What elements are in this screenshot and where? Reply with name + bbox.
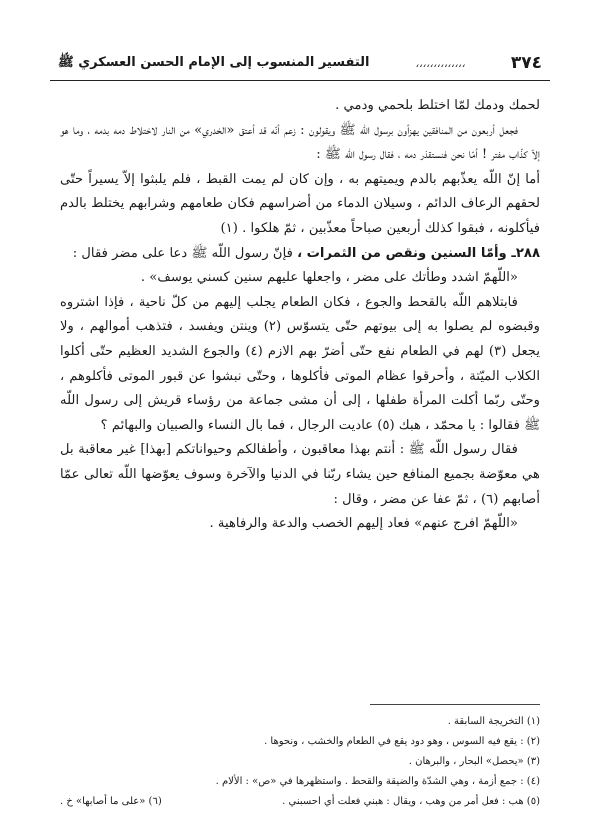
paragraph: فجعل أربعون من المنافقين يهزأون برسول اللّه ﷺ ويقولون : زعم أنّه قد أعتق «الخدري» من النار لاختلاط دمه بدمه ، وما هو إلاّ كذّاب مفتر ! أمّا نحن فنستقذر دمه ، فقال رسول اللّه ﷺ : [60, 122, 540, 163]
footnote: (٣) «يحصل» البحار ، والبرهان . [408, 756, 540, 767]
footnote-separator [370, 704, 540, 705]
header-ornament: ،،،،،،،،،،،،،، [415, 56, 466, 70]
section-rest: فإنّ رسول اللّه ﷺ دعا على مضر فقال : [72, 245, 298, 261]
section-lead: ٢٨٨ـ وأمّا السنين ونقص من الثمرات ، [297, 245, 540, 261]
footnote-row [60, 792, 540, 812]
page-number: ٣٧٤ [510, 53, 542, 73]
paragraph: لحمك ودمك لمّا اختلط بلحمي ودمي . [335, 98, 540, 113]
section-heading [60, 242, 540, 267]
paragraph: فابتلاهم اللّه بالقحط والجوع ، فكان الطعام يجلب إليهم من كلّ ناحية ، فإذا اشتروه وقبضوه لم يصلوا به إلى بيوتهم حتّى يتسوّس (٢) وينتن ويفسد ، فتذهب أموالهم ، ولا يجعل (٣) لهم في الطعام نفع حتّى أضرّ بهم الازم (٤) والجوع الشديد العظيم حتّى أكلوا الكلاب الميّتة ، وأحرقوا عظام الموتى فأكلوها ، وحتّى نبشوا عن قبور الموتى فأكلوهم ، وحتّى ربّما أكلت المرأة طفلها ، إلى أن مشى جماعة من رؤساء قريش إلى رسول اللّه ﷺ فقالوا : يا محمّد ، هبك (٥) عاديت الرجال ، فما بال النساء والصبيان والبهائم ؟ [60, 294, 540, 433]
book-title: التفسير المنسوب إلى الإمام الحسن العسكري ﷺ [58, 54, 370, 70]
footnote: (٢) : يقع فيه السوس ، وهو دود يقع في الطعام والخشب ، ونحوها . [264, 736, 540, 747]
paragraph: «اللّهمّ افرج عنهم» فعاد إليهم الخصب والدعة والرفاهية . [209, 516, 518, 532]
footnote: (٤) : جمع أزمة ، وهي الشدّة والضيقة والقحط . واستظهرها في «ص» : الألام . [215, 776, 540, 787]
main-text [60, 94, 540, 537]
paragraph: فقال رسول اللّه ﷺ : أنتم بهذا معاقبون ، وأطفالكم وحيواناتكم [بهذا] غير معاقبة بل هي معوّضة بجميع المنافع حين يشاء ربّنا في الدنيا والآخرة وسوف يعوّضها اللّه تعالى عمّا أصابهم (٦) ، ثمّ عفا عن مضر ، وقال : [60, 442, 540, 507]
footnotes [60, 712, 540, 812]
running-header [50, 50, 550, 81]
footnote: (٥) هب : فعل أمر من وهب ، ويقال : هبني فعلت أي احسبني . [282, 796, 540, 807]
paragraph: أما إنّ اللّه يعذّبهم بالدم ويميتهم به ، وإن كان لم يمت القبط ، فلم يلبثوا إلاّ يسيراً حتّى لحقهم الرعاف الدائم ، وسيلان الدماء من أضراسهم فكان طعامهم وشرابهم يختلط بالدم فيأكلونه ، فبقوا كذلك أربعين صباحاً معذّبين ، ثمّ هلكوا . (١) [60, 171, 540, 236]
footnote: (٦) «على ما أصابها» خ . [60, 796, 162, 807]
paragraph: «اللّهمّ اشدد وطأتك على مضر ، واجعلها عليهم سنين كسني يوسف» . [140, 270, 518, 286]
footnote: (١) التخريجة السابقة . [447, 716, 540, 727]
